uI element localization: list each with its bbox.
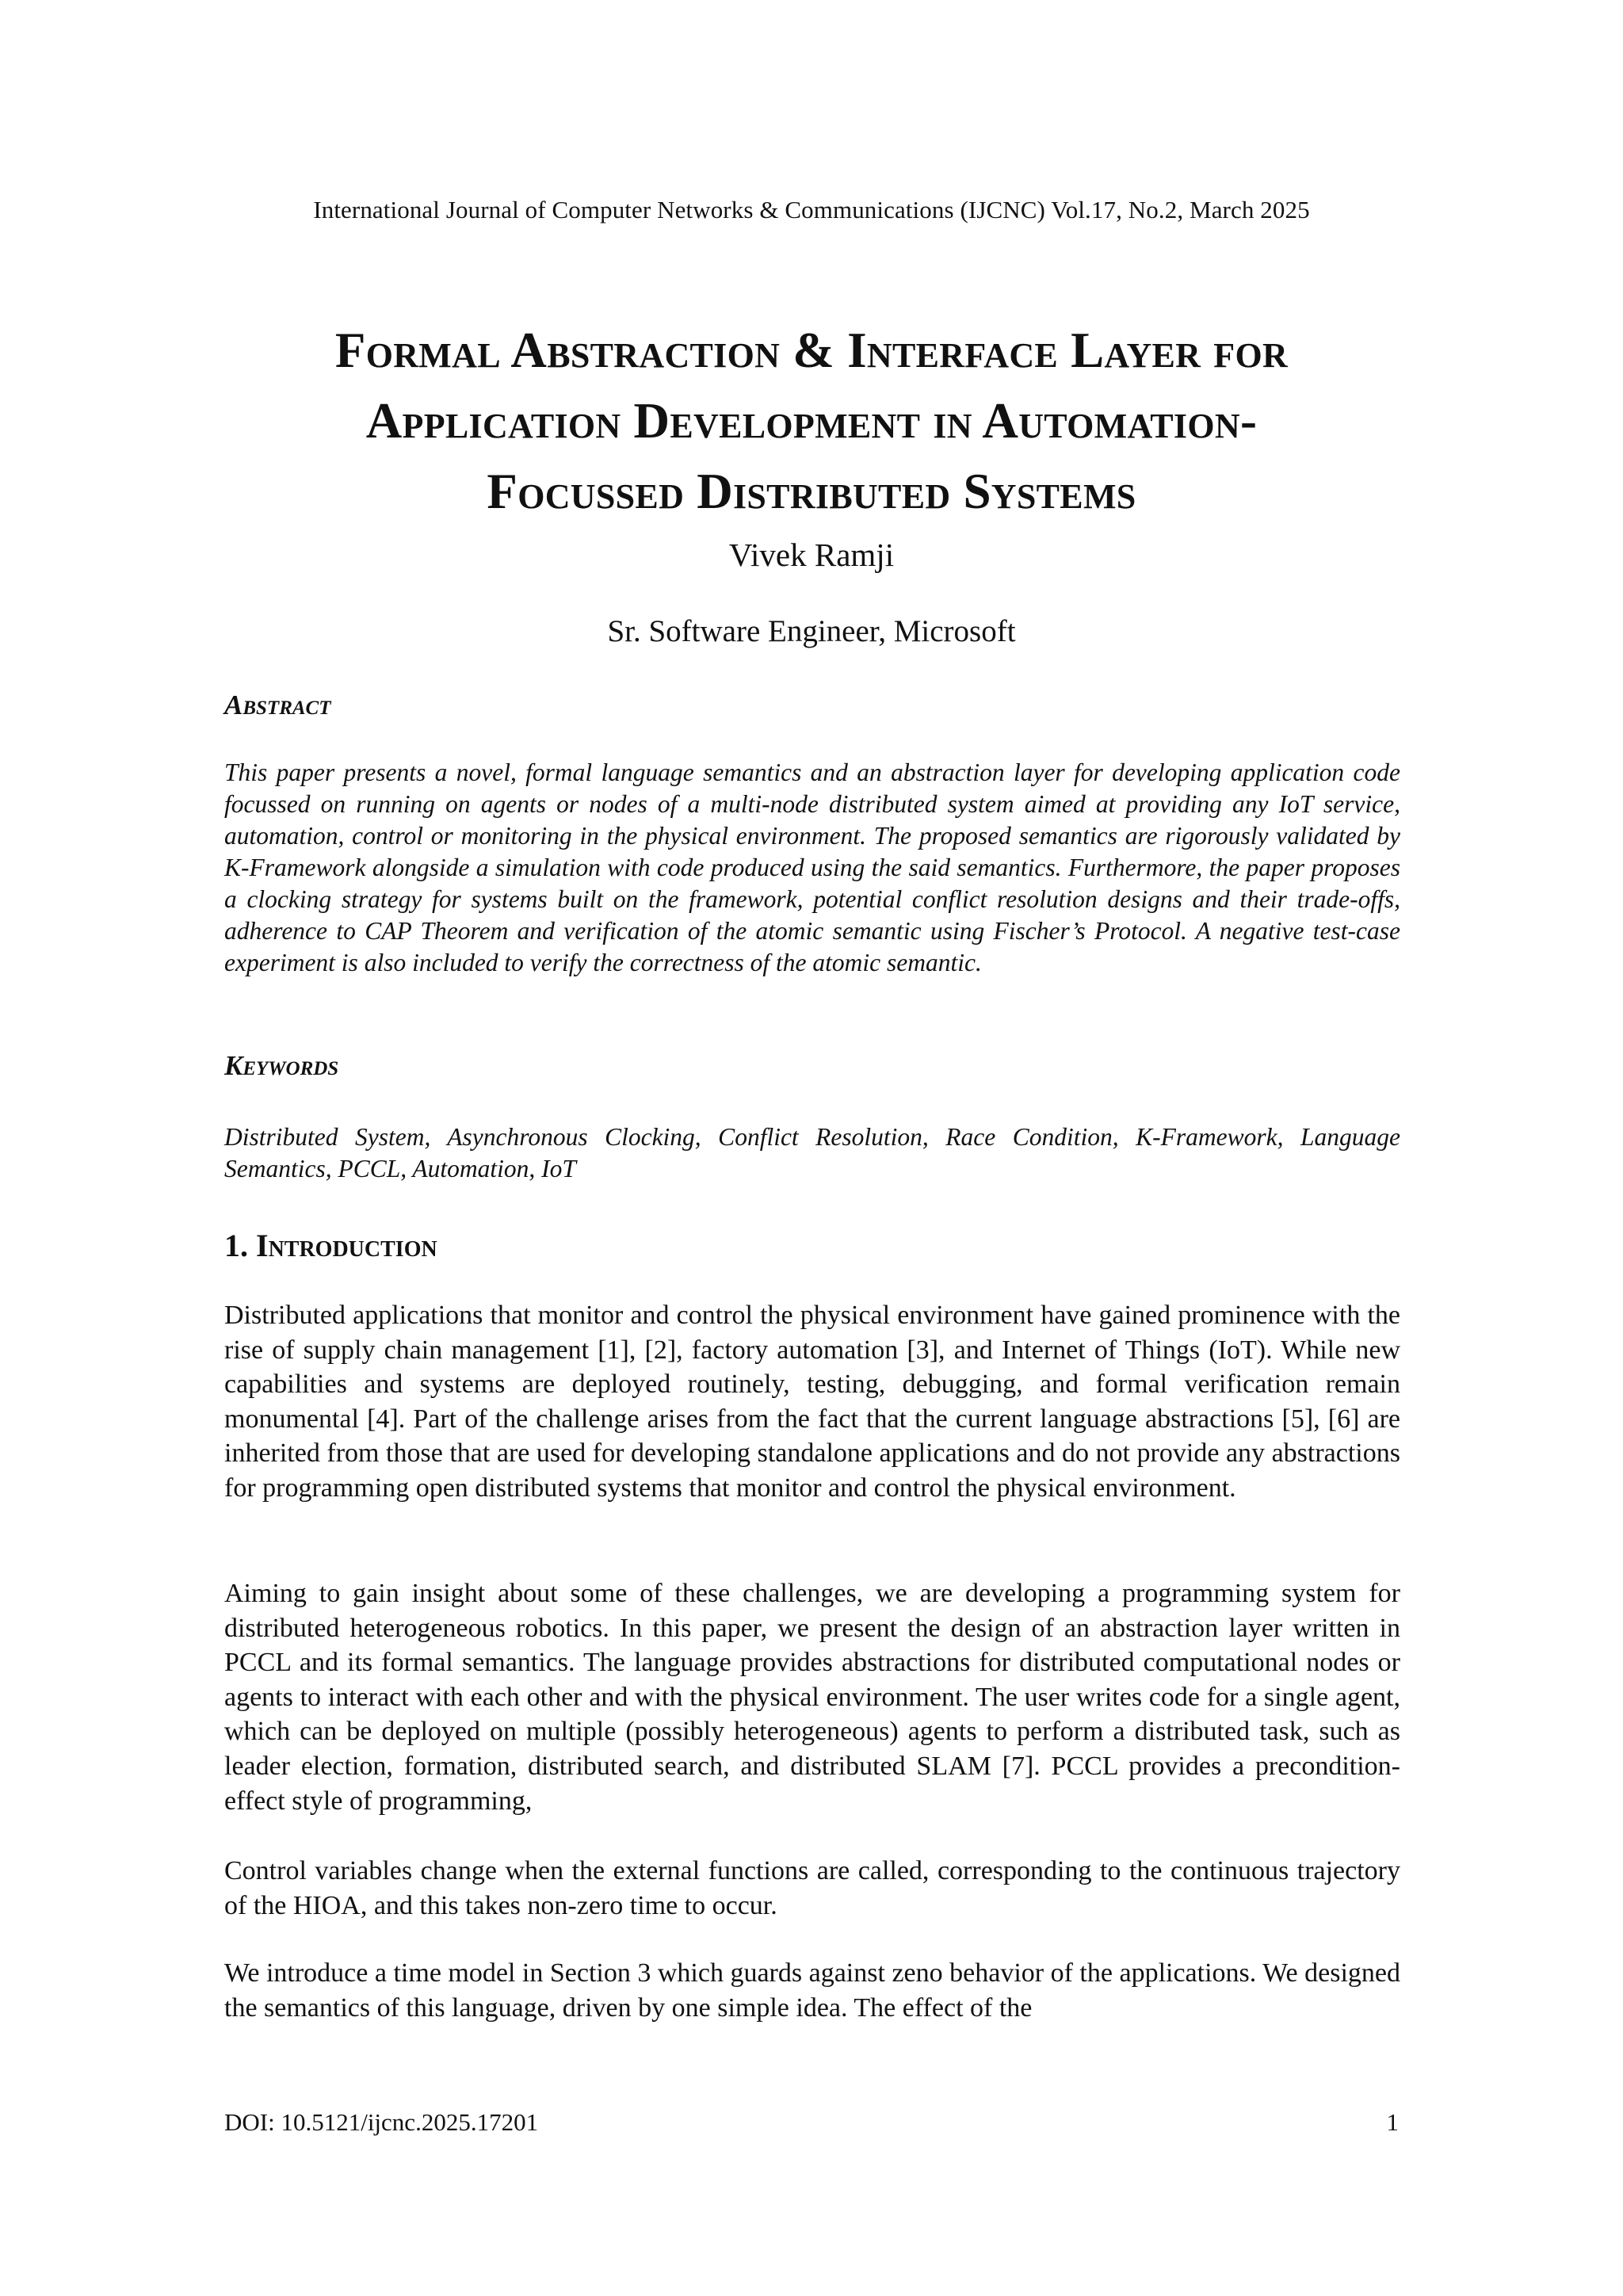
body-paragraph: Distributed applications that monitor and control the physical environment have gained prominence with the rise of supply chain management [1], [2], factory automation [3], and Internet of Things (IoT). While new capabilities and systems are deployed routinely, testing, debugging, and formal verification remain monumental [4]. Part of the challenge arises from the fact that the current language abstractions [5], [6] are inherited from those that are used for developing standalone applications and do not provide any abstractions for programming open distributed systems that monitor and control the physical environment. — [224, 1301, 1400, 1503]
footer-doi: DOI: 10.5121/ijcnc.2025.17201 — [224, 2108, 539, 2136]
body-paragraph: We introduce a time model in Section 3 which guards against zeno behavior of the applications. We designed the semantics of this language, driven by one simple idea. The effect of the — [224, 1958, 1400, 2023]
journal-running-header: International Journal of Computer Networks & Communications (IJCNC) Vol.17, No.2, March 2025 — [313, 196, 1310, 223]
title-line: Formal Abstraction & Interface Layer for — [334, 323, 1289, 378]
title-line: Focussed Distributed Systems — [487, 464, 1136, 519]
body-paragraph: Aiming to gain insight about some of these challenges, we are developing a programming system for distributed heterogeneous robotics. In this paper, we present the design of an abstraction layer written in PCCL and its formal semantics. The language provides abstractions for distributed computational nodes or agents to interact with each other and with the physical environment. The user writes code for a single agent, which can be deployed on multiple (possibly heterogeneous) agents to perform a distributed task, such as leader election, formation, distributed search, and distributed SLAM [7]. PCCL provides a precondition-effect style of programming, — [224, 1579, 1400, 1816]
abstract-heading: Abstract — [224, 690, 331, 720]
abstract-text: This paper presents a novel, formal language semantics and an abstraction layer for developing application code focussed on running on agents or nodes of a multi-node distributed system aimed at providing any IoT service, automation, control or monitoring in the physical environment. The proposed semantics are rigorously validated by K-Framework alongside a simulation with code produced using the said semantics. Furthermore, the paper proposes a clocking strategy for systems built on the framework, potential conflict resolution designs and their trade-offs, adherence to CAP Theorem and verification of the atomic semantic using Fischer’s Protocol. A negative test-case experiment is also included to verify the correctness of the atomic semantic. — [224, 758, 1400, 976]
keywords-text: Distributed System, Asynchronous Clocking, Conflict Resolution, Race Condition, K-Framework, Language Semantics, PCCL, Automation, IoT — [224, 1123, 1400, 1182]
title-line: Application Development in Automation- — [365, 393, 1258, 449]
keywords-heading: Keywords — [224, 1050, 339, 1081]
body-paragraph: Control variables change when the external functions are called, corresponding to the continuous trajectory of the HIOA, and this takes non-zero time to occur. — [224, 1856, 1400, 1920]
paper-title — [198, 315, 1425, 527]
author-affiliation: Sr. Software Engineer, Microsoft — [607, 614, 1016, 648]
author-name: Vivek Ramji — [728, 537, 895, 573]
introduction-heading: 1. Introduction — [224, 1228, 437, 1263]
page-number: 1 — [1386, 2108, 1399, 2136]
